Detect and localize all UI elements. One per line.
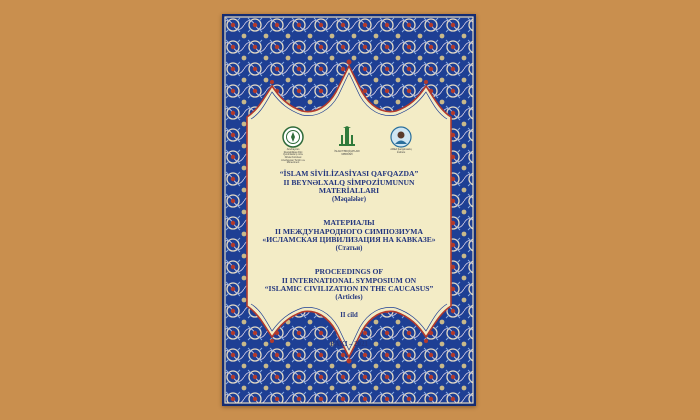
logo-row bbox=[281, 126, 416, 165]
en-subtitle: (Articles) bbox=[335, 294, 363, 302]
amea-caption: AMEA Şərqşünaslıq İnstitutu bbox=[390, 148, 412, 154]
en-title-line-2: II INTERNATIONAL SYMPOSIUM ON bbox=[281, 275, 417, 285]
ru-title-line-3: «ИСЛАМСКАЯ ЦИВИЛИЗАЦИЯ НА КАВКАЗЕ» bbox=[262, 235, 436, 245]
title-russian bbox=[252, 219, 446, 253]
islamic-center-caption: İSLAM TƏDQİQATLARI MƏRKƏZİ bbox=[334, 150, 360, 156]
az-title-line-2: II BEYNƏLXALQ SİMPOZİUMUNUN bbox=[283, 177, 415, 187]
ru-title-line-1: МАТЕРИАЛЫ bbox=[323, 218, 375, 227]
ministry-emblem-icon bbox=[282, 126, 304, 148]
title-azerbaijani bbox=[252, 170, 446, 204]
islamic-center-logo-icon bbox=[336, 126, 358, 150]
ru-title-line-2: II МЕЖДУНАРОДНОГО СИМПОЗИУМА bbox=[275, 226, 423, 236]
en-title-line-1: PROCEEDINGS OF bbox=[314, 267, 384, 276]
city-year-label: BAKI – 2021 bbox=[330, 341, 368, 348]
title-english bbox=[252, 268, 446, 302]
az-title-line-3: MATERİALLARI bbox=[318, 186, 380, 196]
az-title-line-1: “İSLAM SİVİLİZASİYASI QAFQAZDA” bbox=[279, 169, 419, 178]
ministry-caption: Azərbaycan Respublikası Dini Qurumlarla İş üzrə Dövlət Komitəsi Azərbaycan Turizm və Menecment bbox=[281, 148, 305, 165]
book-cover bbox=[222, 14, 476, 406]
amea-logo-icon bbox=[390, 126, 412, 148]
volume-label: II cild bbox=[340, 312, 358, 319]
az-subtitle: (Məqalələr) bbox=[332, 196, 366, 204]
en-title-line-3: “ISLAMIC CIVILIZATION IN THE CAUCASUS” bbox=[264, 284, 434, 294]
ru-subtitle: (Статьи) bbox=[335, 245, 363, 253]
